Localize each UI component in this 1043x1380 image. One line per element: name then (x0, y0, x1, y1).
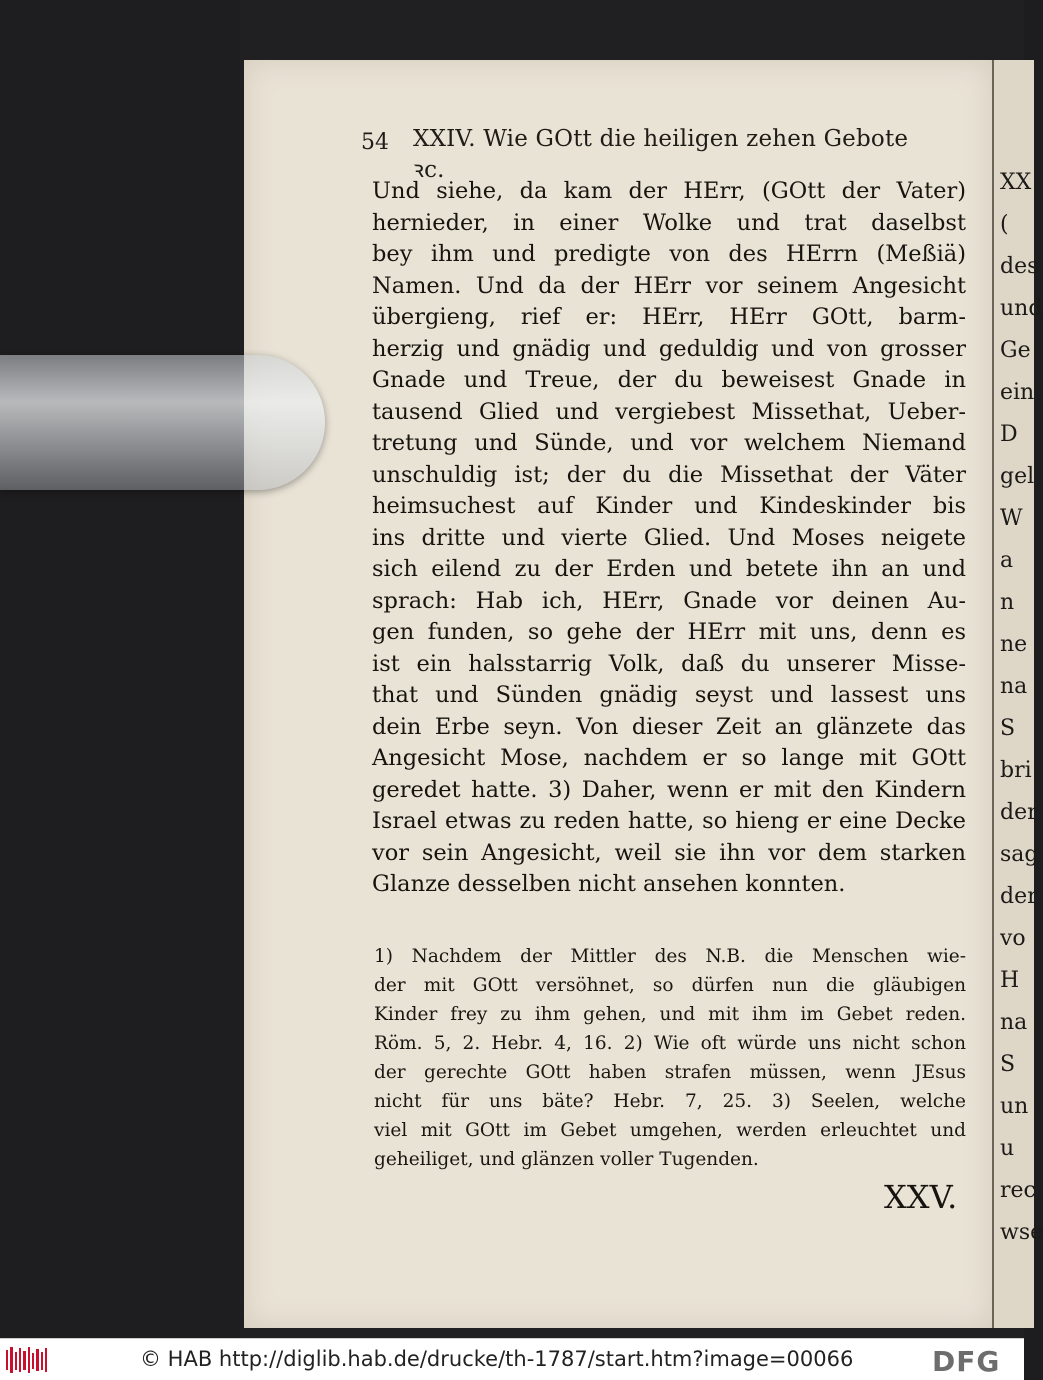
text-line: tausend Glied und vergiebest Missethat, Ueber- (372, 398, 966, 425)
next-page-fragment: der (1000, 884, 1038, 909)
text-line: hernieder, in einer Wolke und trat daselbst (372, 209, 966, 236)
next-page-fragment: ( (1000, 212, 1009, 237)
next-page-edge (992, 60, 1043, 1328)
scanner-background (0, 0, 240, 1338)
next-page-fragment: Ge (1000, 338, 1031, 363)
running-title: XXIV. Wie GOtt die heiligen zehen Gebote ꝛc. (413, 126, 909, 183)
footnote-line: nicht für uns bäte? Hebr. 7, 25. 3) Seelen, welche (374, 1091, 966, 1112)
text-line: herzig und gnädig und geduldig und von grosser (372, 335, 966, 362)
footnote-line: der gerechte GOtt haben strafen müssen, wenn JEsus (374, 1062, 966, 1083)
next-page-fragment: na (1000, 674, 1028, 699)
next-page-fragment: bri (1000, 758, 1032, 783)
next-page-fragment: H (1000, 968, 1020, 993)
footnote-line: geheiliget, und glänzen voller Tugenden. (374, 1149, 759, 1170)
next-page-fragment: a (1000, 548, 1014, 573)
page-number: 54 (361, 130, 389, 155)
glass-page-holder (0, 355, 325, 490)
footnote-line: Röm. 5, 2. Hebr. 4, 16. 2) Wie oft würde uns nicht schon (374, 1033, 966, 1054)
next-page-fragment: un (1000, 1094, 1029, 1119)
next-page-fragment: S (1000, 716, 1016, 741)
dfg-logo: DFG (932, 1345, 1001, 1378)
text-line: Angesicht Mose, nachdem er so lange mit GOtt (372, 745, 966, 771)
next-page-fragment: sag (1000, 842, 1039, 867)
copyright-url[interactable]: © HAB http://diglib.hab.de/drucke/th-1787/start.htm?image=00066 (140, 1347, 854, 1371)
text-line: vor sein Angesicht, weil sie ihn vor dem starken (372, 839, 966, 866)
page-header (361, 124, 941, 183)
next-page-fragment: gel (1000, 464, 1035, 489)
text-line: dein Erbe seyn. Von dieser Zeit an glänzete das (372, 713, 966, 740)
next-page-fragment: und (1000, 296, 1043, 321)
text-line: gen funden, so gehe der HErr mit uns, denn es (372, 619, 966, 645)
text-line: übergieng, rief er: HErr, HErr GOtt, barm- (372, 304, 966, 330)
next-page-fragment: ne (1000, 632, 1028, 657)
next-page-fragment: u (1000, 1136, 1015, 1161)
next-page-fragment: na (1000, 1010, 1028, 1035)
text-line: ins dritte und vierte Glied. Und Moses neigete (372, 524, 966, 551)
next-page-fragment: n (1000, 590, 1015, 615)
next-page-fragment: der (1000, 800, 1038, 825)
next-page-fragment: XX (1000, 170, 1032, 195)
footer-bar (0, 1338, 1024, 1380)
text-line: ist ein halsstarrig Volk, daß du unserer Misse- (372, 650, 966, 677)
text-line: Und siehe, da kam der HErr, (GOtt der Vater) (372, 178, 966, 204)
text-line: unschuldig ist; der du die Missethat der Väter (372, 461, 966, 488)
text-line: Gnade und Treue, der du beweisest Gnade in (372, 367, 966, 393)
text-line: Glanze desselben nicht ansehen konnten. (372, 871, 846, 897)
text-line: sprach: Hab ich, HErr, Gnade vor deinen Au- (372, 587, 966, 614)
next-page-fragment: S (1000, 1052, 1016, 1077)
text-line: bey ihm und predigte von des HErrn (Meßiä) (372, 241, 966, 267)
footnote-line: viel mit GOtt im Gebet umgehen, werden erleuchtet und (374, 1120, 966, 1141)
footnote-line: 1) Nachdem der Mittler des N.B. die Menschen wie- (374, 946, 966, 967)
text-line: Israel etwas zu reden hatte, so hieng er eine Decke (372, 808, 966, 834)
text-line: sich eilend zu der Erden und betete ihn an und (372, 556, 966, 582)
text-line: heimsuchest auf Kinder und Kindeskinder bis (372, 493, 966, 519)
catchword: XXV. (884, 1178, 958, 1216)
next-page-fragment: ein (1000, 380, 1035, 405)
text-line: that und Sünden gnädig seyst und lassest uns (372, 682, 966, 708)
text-line: Namen. Und da der HErr vor seinem Angesicht (372, 272, 966, 299)
hab-barcode-logo-icon (6, 1347, 48, 1373)
footnotes-block (374, 942, 966, 1174)
next-page-fragment: W (1000, 506, 1023, 531)
footnote-line: Kinder frey zu ihm gehen, und mit ihm im Gebet reden. (374, 1004, 966, 1025)
next-page-fragment: des (1000, 254, 1039, 279)
next-page-fragment: D (1000, 422, 1018, 447)
next-page-fragment: wse (1000, 1220, 1043, 1245)
main-text-block (372, 176, 966, 901)
text-line: tretung und Sünde, und vor welchem Niemand (372, 430, 966, 456)
next-page-fragment: rec (1000, 1178, 1036, 1203)
next-page-fragment: vo (1000, 926, 1026, 951)
text-line: geredet hatte. 3) Daher, wenn er mit den Kindern (372, 776, 966, 803)
footnote-line: der mit GOtt versöhnet, so dürfen nun die gläubigen (374, 975, 966, 996)
